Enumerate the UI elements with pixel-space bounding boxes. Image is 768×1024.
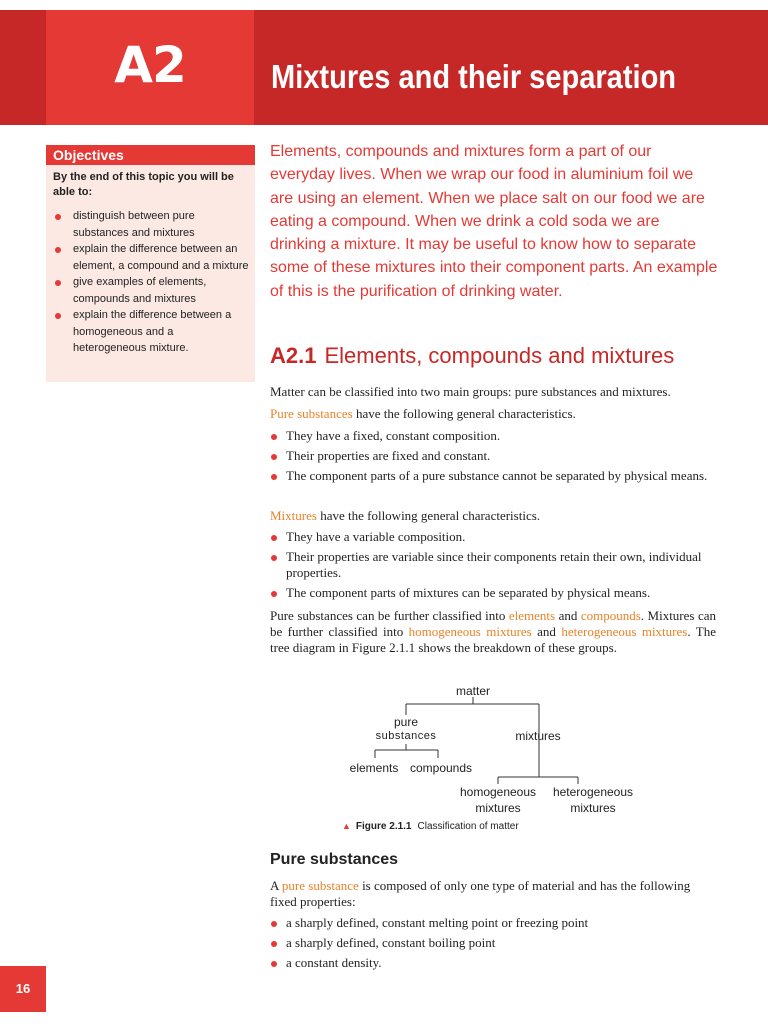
- term-elements: elements: [508, 608, 556, 623]
- triangle-icon: ▲: [342, 821, 351, 831]
- tree-node-substances: substances: [375, 730, 437, 742]
- section-title: Elements, compounds and mixtures: [324, 343, 675, 368]
- bullet-icon: [271, 474, 277, 480]
- bullet-icon: [271, 535, 277, 541]
- term-pure-substances: Pure substances: [270, 406, 353, 421]
- list-item: a sharply defined, constant melting point or freezing point: [270, 915, 716, 931]
- figure-label: Figure 2.1.1: [355, 821, 412, 832]
- page-number: 16: [0, 966, 46, 1012]
- paragraph-pure-substance: A pure substance is composed of only one type of material and has the following fixed properties:: [270, 878, 691, 909]
- tree-node-compounds: compounds: [409, 761, 473, 775]
- tree-node-homogeneous-mixtures: mixtures: [475, 801, 521, 815]
- paragraph-pure-intro: Pure substances have the following general characteristics.: [270, 406, 576, 421]
- bullet-icon: [271, 961, 277, 967]
- bullet-icon: [271, 454, 277, 460]
- objectives-heading: Objectives: [46, 145, 255, 165]
- section-heading: [270, 343, 674, 369]
- term-heterogeneous: heterogeneous mixtures: [561, 624, 688, 639]
- tree-node-pure: pure: [393, 715, 419, 729]
- pure-characteristics-list: [270, 428, 716, 488]
- bullet-icon: [271, 921, 277, 927]
- objective-item: explain the difference between an element, a compound and a mixture: [53, 241, 249, 274]
- term-pure-substance: pure substance: [281, 878, 359, 893]
- term-homogeneous: homogeneous mixtures: [408, 624, 532, 639]
- pure-properties-list: [270, 915, 716, 975]
- bullet-icon: [55, 313, 61, 319]
- tree-node-heterogeneous-mixtures: mixtures: [570, 801, 616, 815]
- tree-node-heterogeneous: heterogeneous: [552, 785, 634, 799]
- section-number: A2.1: [270, 343, 317, 368]
- tree-node-elements: elements: [349, 761, 399, 775]
- bullet-icon: [271, 591, 277, 597]
- chapter-code: A2: [114, 36, 186, 94]
- list-item: a sharply defined, constant boiling point: [270, 935, 716, 951]
- tree-node-homogeneous: homogeneous: [459, 785, 537, 799]
- list-item: They have a variable composition.: [270, 529, 716, 545]
- tree-connectors: [340, 680, 660, 820]
- objective-item: explain the difference between a homogeneous and a heterogeneous mixture.: [53, 307, 249, 357]
- bullet-icon: [271, 941, 277, 947]
- objective-item: give examples of elements, compounds and mixtures: [53, 274, 249, 307]
- list-item: a constant density.: [270, 955, 716, 971]
- intro-paragraph: Elements, compounds and mixtures form a part of our everyday lives. When we wrap our food in aluminium foil we are using an element. When we place salt on our food we are eating a compound. When we drink a cold soda we are drinking a mixture. It may be useful to know how to separate some of these mixtures into their component parts. An example of this is the purification of drinking water.: [270, 143, 718, 300]
- subheading-pure-substances: Pure substances: [270, 851, 399, 868]
- paragraph-classification: Pure substances can be further classified into elements and compounds. Mixtures can be further classified into homogeneous mixtures and heterogeneous mixtures. The tree diagram in Figure 2.1.1 shows the breakdown of these groups.: [270, 608, 716, 655]
- bullet-icon: [55, 247, 61, 253]
- list-item: The component parts of mixtures can be separated by physical means.: [270, 585, 716, 601]
- objectives-intro: By the end of this topic you will be able to:: [53, 171, 234, 198]
- objectives-list: [53, 208, 249, 357]
- bullet-icon: [271, 555, 277, 561]
- bullet-icon: [271, 434, 277, 440]
- tree-node-mixtures: mixtures: [515, 729, 561, 743]
- term-mixtures: Mixtures: [270, 508, 317, 523]
- tree-node-matter: matter: [455, 684, 490, 698]
- list-item: The component parts of a pure substance cannot be separated by physical means.: [270, 468, 716, 484]
- bullet-icon: [55, 214, 61, 220]
- list-item: They have a fixed, constant composition.: [270, 428, 716, 444]
- paragraph-matter: Matter can be classified into two main groups: pure substances and mixtures.: [270, 384, 671, 399]
- chapter-title: Mixtures and their separation: [271, 58, 677, 95]
- paragraph-mixtures-intro: Mixtures have the following general characteristics.: [270, 508, 541, 523]
- list-item: Their properties are fixed and constant.: [270, 448, 716, 464]
- mixture-characteristics-list: [270, 529, 716, 605]
- list-item: Their properties are variable since their components retain their own, individual properties.: [270, 549, 716, 581]
- term-compounds: compounds: [580, 608, 641, 623]
- classification-tree: [340, 680, 660, 820]
- objective-item: distinguish between pure substances and mixtures: [53, 208, 249, 241]
- figure-caption: [342, 821, 519, 832]
- figure-caption-text: Classification of matter: [417, 821, 519, 832]
- bullet-icon: [55, 280, 61, 286]
